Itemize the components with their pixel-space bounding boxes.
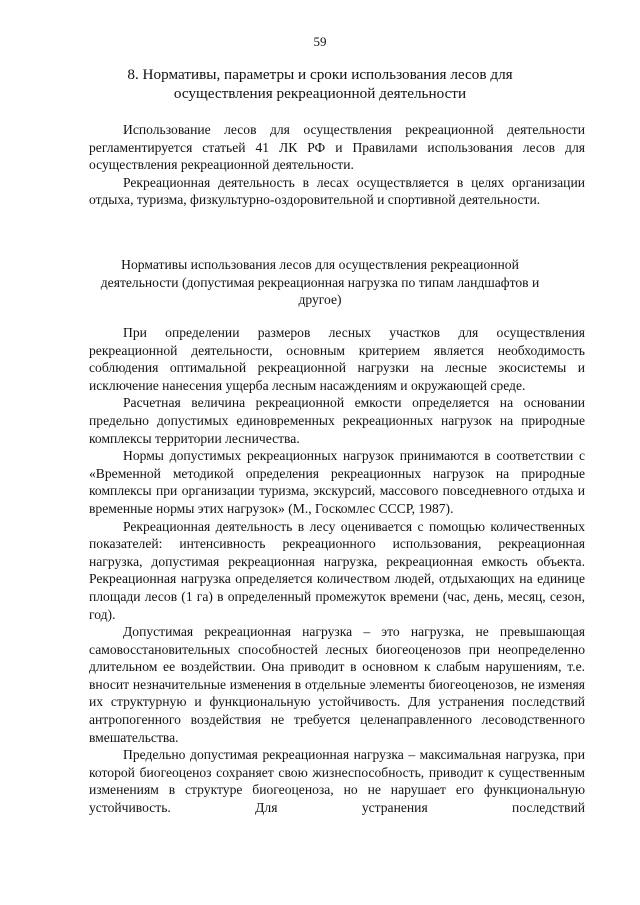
paragraph: При определении размеров лесных участков для осуществления рекреационной деятельности, основным критерием является необходимость соблюдения оптимальной рекреационной нагрузки на лесные экосистемы и исключение нанесения ущерба лесным насаждениям и окружающей среде. (89, 325, 585, 393)
section-title: 8. Нормативы, параметры и сроки использования лесов для осуществления рекреационной деятельности (127, 66, 513, 102)
paragraph: Использование лесов для осуществления рекреационной деятельности регламентируется статьей 41 ЛК РФ и Правилами использования лесов для осуществления рекреационной деятельности. (89, 122, 585, 173)
subsection-title: Нормативы использования лесов для осуществления рекреационной деятельности (допустимая рекреационная нагрузка по типам ландшафтов и другое) (100, 257, 540, 308)
paragraph: Рекреационная деятельность в лесу оценивается с помощью количественных показателей: интенсивность рекреационного использования, рекреационная нагрузка, допустимая рекреационная нагрузка, рекреационная емкость объекта. Рекреационная нагрузка определяется количеством людей, отдыхающих на единице площади лесов (1 га) в определенный промежуток времени (час, день, месяц, сезон, год). (89, 518, 585, 622)
intro-text (89, 121, 585, 209)
body-text (89, 324, 585, 817)
paragraph: Предельно допустимая рекреационная нагрузка – максимальная нагрузка, при которой биогеоценоз сохраняет свою жизнеспособность, приводит к существенным изменениям в структуре биогеоценоза, но не нарушает его функциональную устойчивость. Для устранения последствий (89, 747, 585, 816)
page-number: 59 (313, 34, 327, 49)
paragraph: Рекреационная деятельность в лесах осуществляется в целях организации отдыха, туризма, физкультурно-оздоровительной и спортивной деятельности. (89, 174, 585, 208)
paragraph: Допустимая рекреационная нагрузка – это нагрузка, не превышающая самовосстановительных способностей лесных биогеоценозов при неопределенно длительном ее воздействии. Она приводит в основном к слабым нарушениям, т.е. вносит незначительные изменения в отдельные элементы биогеоценозов, не изменяя их структурную и функциональную устойчивость. Для устранения последствий антропогенного воздействия не требуется целенаправленного лесоводственного вмешательства. (89, 624, 585, 745)
paragraph: Расчетная величина рекреационной емкости определяется на основании предельно допустимых единовременных рекреационных нагрузок на природные комплексы территории лесничества. (89, 395, 585, 446)
paragraph: Нормы допустимых рекреационных нагрузок принимаются в соответствии с «Временной методикой определения рекреационных нагрузок на природные комплексы при организации туризма, экскурсий, массового повседневного отдыха и временные нормы этих нагрузок» (М., Госкомлес СССР, 1987). (89, 448, 585, 516)
